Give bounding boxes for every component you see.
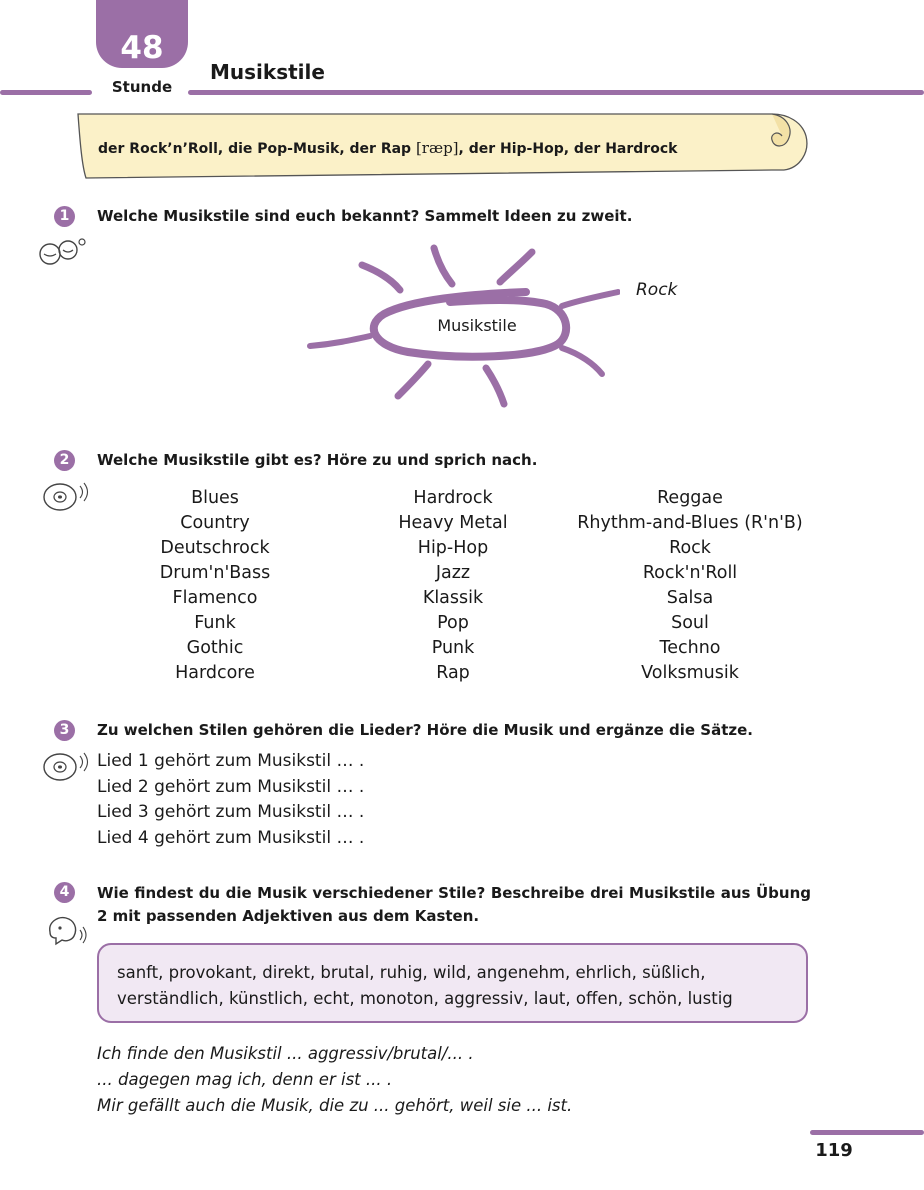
cluster-example-word: Rock [636, 280, 678, 300]
sentence-line: Lied 1 gehört zum Musikstil … . [97, 751, 365, 771]
lesson-number: 48 [120, 30, 164, 66]
sentence-line: Lied 2 gehört zum Musikstil … . [97, 776, 365, 797]
page-title: Musikstile [210, 60, 325, 84]
adjective-list: sanft, provokant, direkt, brutal, ruhig, wild, angenehm, ehrlich, süßlich, verständlich, künstlich, echt, monoton, aggressiv, laut, offen, schön, lustig [117, 963, 733, 1008]
cd-audio-icon [40, 750, 90, 784]
exercise-2-instruction: Welche Musikstile gibt es? Höre zu und sprich nach. [97, 451, 538, 469]
style-item: Jazz [435, 563, 471, 583]
styles-column-3 [540, 486, 840, 686]
example-sentence: ... dagegen mag ich, denn er ist ... . [97, 1070, 393, 1089]
exercise-2-number: 2 [54, 450, 75, 471]
footer-rule [810, 1130, 924, 1135]
vocab-text-a: der Rock’n’Roll, die Pop-Musik, der Rap [98, 141, 416, 157]
exercise-3-instruction: Zu welchen Stilen gehören die Lieder? Höre die Musik und ergänze die Sätze. [97, 721, 753, 739]
example-sentences [97, 1041, 572, 1119]
lesson-label: Stunde [111, 78, 173, 96]
cluster-center-label: Musikstile [437, 316, 517, 335]
style-item: Rap [436, 663, 470, 683]
exercise-1-instruction: Welche Musikstile sind euch bekannt? Sammelt Ideen zu zweit. [97, 207, 633, 225]
style-item: Deutschrock [160, 538, 270, 558]
style-item: Pop [437, 613, 469, 633]
style-item: Country [180, 513, 250, 533]
exercise-4-instruction: Wie findest du die Musik verschiedener Stile? Beschreibe drei Musikstile aus Übung 2 mit passenden Adjektiven aus dem Kasten. [97, 884, 811, 925]
page-number: 119 [815, 1140, 853, 1161]
vocab-ipa: [ræp] [415, 139, 459, 157]
style-item: Funk [194, 613, 236, 633]
speaking-icon [44, 914, 88, 948]
example-sentence: Mir gefällt auch die Musik, die zu ... gehört, weil sie ... ist. [97, 1096, 573, 1115]
style-item: Rock'n'Roll [642, 563, 738, 583]
style-item: Hardrock [413, 488, 493, 508]
example-sentence: Ich finde den Musikstil ... aggressiv/brutal/... . [97, 1044, 474, 1063]
style-item: Reggae [657, 488, 723, 508]
style-item: Gothic [186, 638, 244, 658]
style-item: Soul [671, 613, 709, 633]
style-item: Blues [191, 488, 239, 508]
style-item: Heavy Metal [398, 513, 508, 533]
exercise-1-number: 1 [54, 206, 75, 227]
style-item: Salsa [666, 588, 714, 608]
sentence-line: Lied 4 gehört zum Musikstil … . [97, 827, 365, 848]
vocab-list [98, 139, 677, 157]
sentence-line: Lied 3 gehört zum Musikstil … . [97, 802, 365, 822]
style-item: Volksmusik [641, 663, 739, 683]
style-item: Rhythm-and-Blues (R'n'B) [577, 513, 803, 533]
style-item: Punk [431, 638, 475, 658]
style-item: Rock [669, 538, 711, 558]
exercise-3-sentences [97, 749, 364, 851]
style-item: Flamenco [172, 588, 258, 608]
exercise-4-number: 4 [54, 882, 75, 903]
style-item: Klassik [422, 588, 484, 608]
style-item: Techno [659, 638, 721, 658]
header-rule-right [188, 90, 924, 95]
exercise-3-number: 3 [54, 720, 75, 741]
style-item: Drum'n'Bass [159, 563, 271, 583]
vocab-text-b: , der Hip-Hop, der Hardrock [458, 141, 678, 157]
style-item: Hardcore [175, 663, 255, 683]
header-rule-left [0, 90, 92, 95]
style-item: Hip-Hop [417, 538, 489, 558]
pair-work-icon [36, 236, 90, 268]
